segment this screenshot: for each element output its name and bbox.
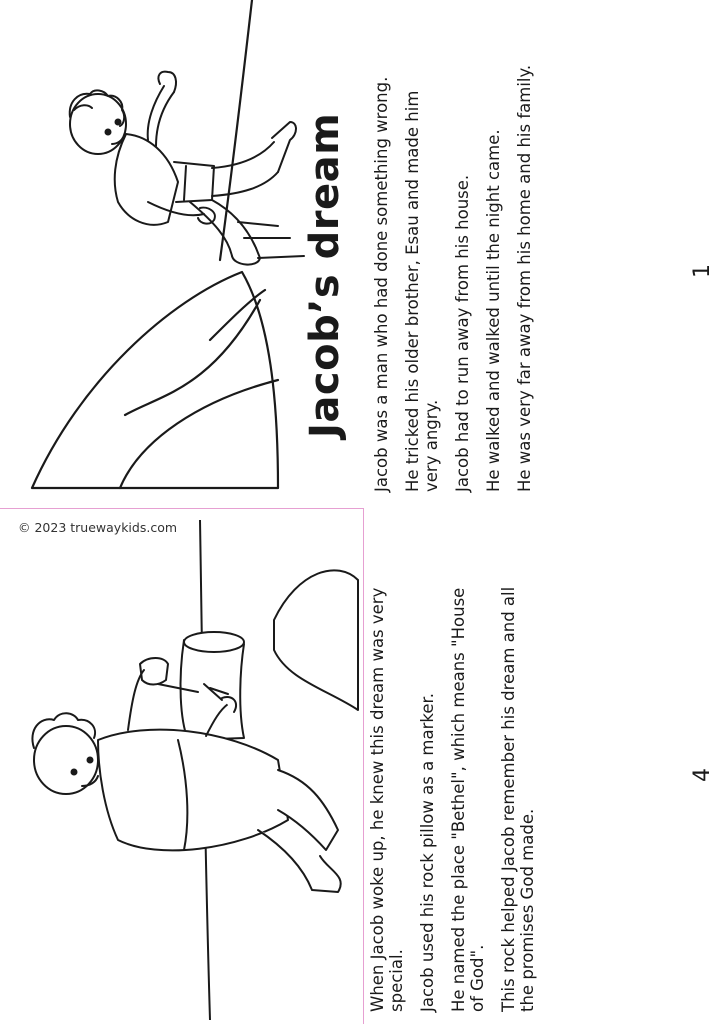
- page-one-paragraph: Jacob had to run away from his house.: [453, 174, 472, 492]
- jacob-running-illustration: [28, 62, 324, 272]
- page-one-text: [372, 62, 546, 492]
- fold-line-horizontal: [0, 508, 364, 509]
- page-title: Jacob’s dream: [302, 112, 348, 438]
- jacob-marker-illustration: [8, 560, 360, 960]
- page-one-paragraph: He walked and walked until the night came.: [484, 129, 503, 492]
- fold-line-vertical: [363, 508, 364, 1024]
- copyright-notice: © 2023 truewaykids.com: [18, 520, 178, 535]
- page-number-one: 1: [690, 264, 715, 278]
- page-four-text: [368, 572, 549, 1012]
- page-four-paragraph: This rock helped Jacob remember his dream and all the promises God made.: [499, 586, 537, 1012]
- page-number-four: 4: [690, 768, 715, 782]
- page-four-paragraph: Jacob used his rock pillow as a marker.: [418, 692, 437, 1012]
- page-one-paragraph: Jacob was a man who had done something wrong.: [372, 76, 391, 492]
- page-one-paragraph: He tricked his older brother, Esau and made him very angry.: [403, 90, 441, 492]
- page-one-paragraph: He was very far away from his home and his family.: [515, 64, 534, 492]
- page-four-paragraph: When Jacob woke up, he knew this dream was very special.: [368, 587, 406, 1012]
- page-four-paragraph: He named the place "Bethel", which means "House of God".: [449, 587, 487, 1012]
